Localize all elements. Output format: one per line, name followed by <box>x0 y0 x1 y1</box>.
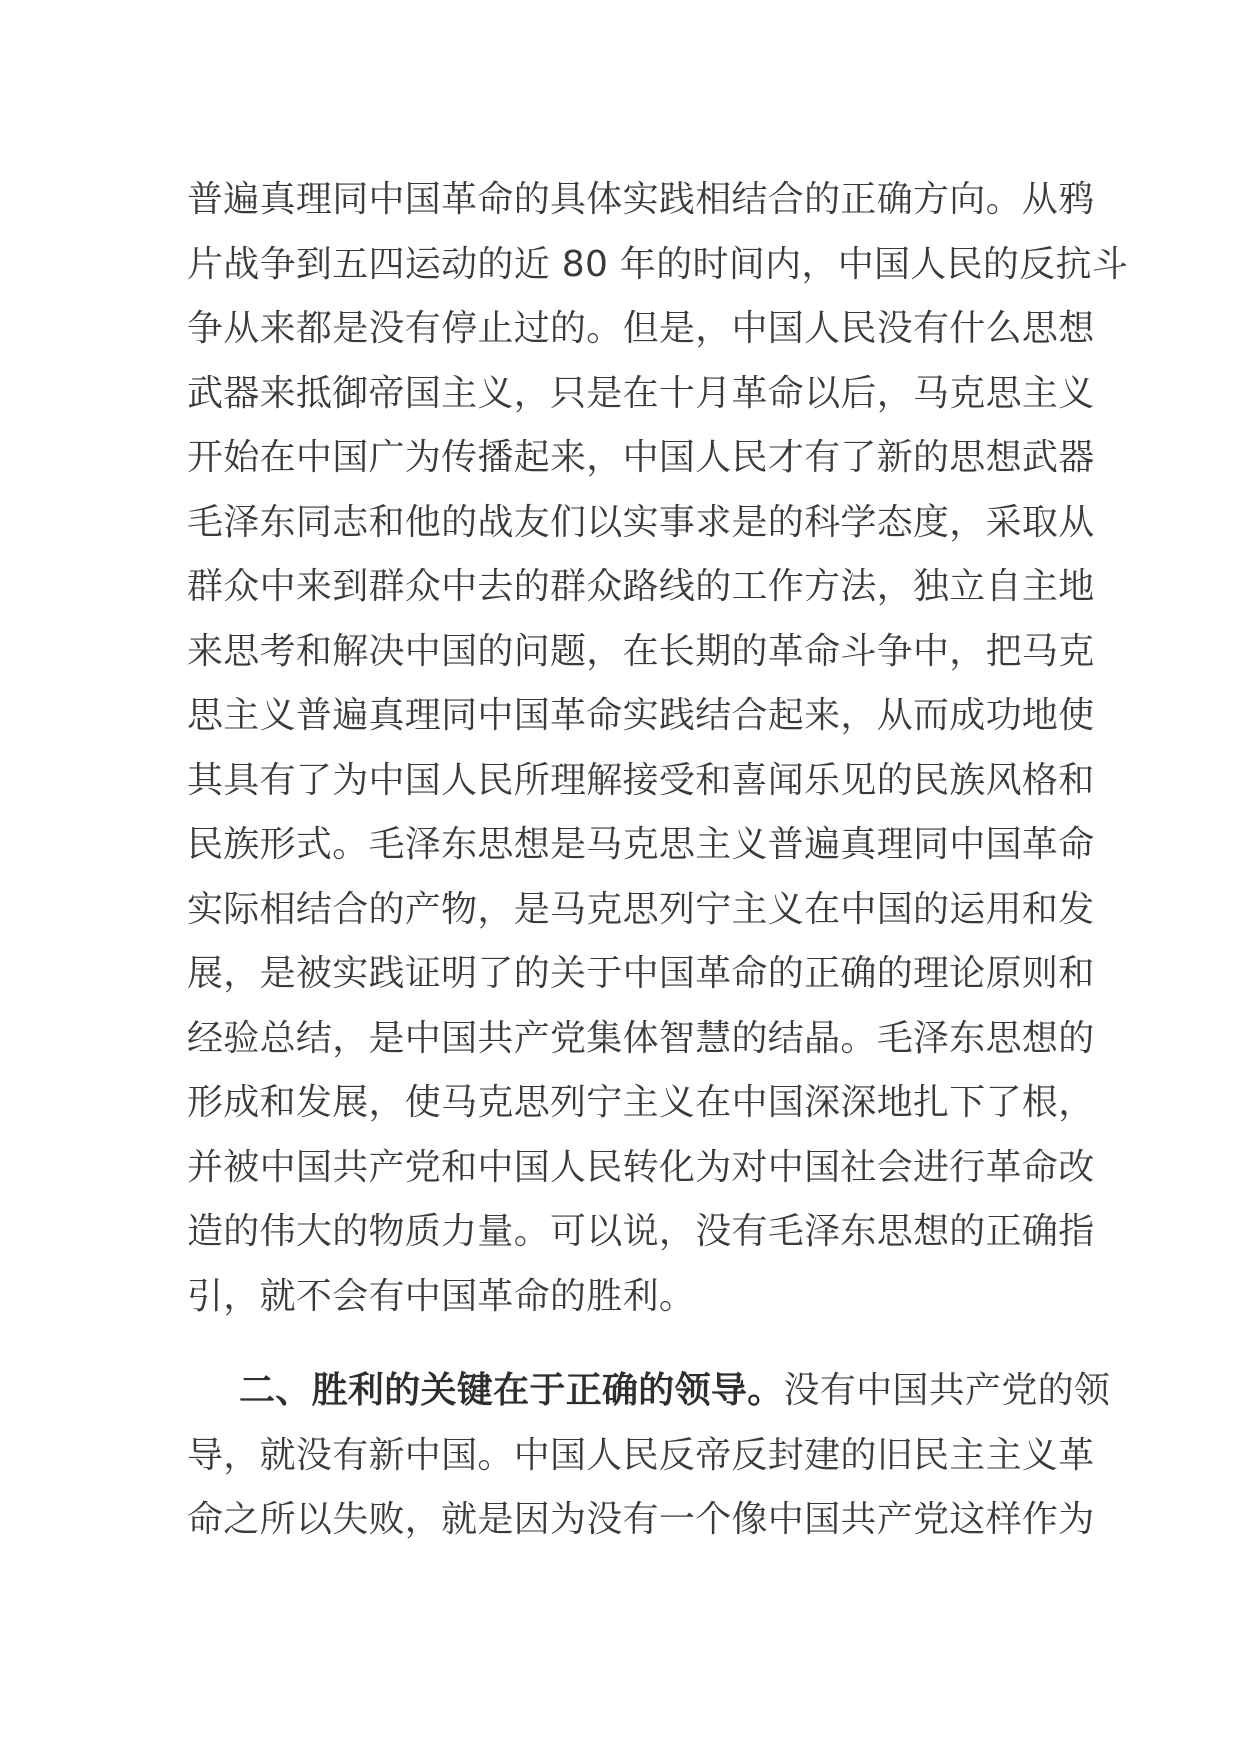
text-line: 争从来都是没有停止过的。但是，中国人民没有什么思想 <box>187 308 1095 349</box>
text-line: 开始在中国广为传播起来，中国人民才有了新的思想武器 <box>187 437 1095 478</box>
text-line: 其具有了为中国人民所理解接受和喜闻乐见的民族风格和 <box>187 759 1095 801</box>
text-line: 片战争到五四运动的近 80 年的时间内，中国人民的反抗斗 <box>187 243 1129 285</box>
text-line: 形成和发展，使马克思列宁主义在中国深深地扎下了根， <box>187 1082 1095 1123</box>
text-line: 武器来抵御帝国主义，只是在十月革命以后，马克思主义 <box>187 372 1095 414</box>
text-line <box>187 1359 1111 1424</box>
text-line: 普遍真理同中国革命的具体实践相结合的正确方向。从鸦 <box>187 179 1095 220</box>
text-line: 展，是被实践证明了的关于中国革命的正确的理论原则和 <box>187 953 1095 994</box>
text-line: 群众中来到群众中去的群众路线的工作方法，独立自主地 <box>187 566 1095 607</box>
text-line: 造的伟大的物质力量。可以说，没有毛泽东思想的正确指 <box>187 1211 1095 1252</box>
text-line: 实际相结合的产物，是马克思列宁主义在中国的运用和发 <box>187 888 1095 930</box>
text-line: 民族形式。毛泽东思想是马克思主义普遍真理同中国革命 <box>187 824 1095 865</box>
text-line: 毛泽东同志和他的战友们以实事求是的科学态度，采取从 <box>187 501 1095 543</box>
body-text <box>187 168 1129 1553</box>
text-line: 思主义普遍真理同中国革命实践结合起来，从而成功地使 <box>187 695 1095 736</box>
text-line: 来思考和解决中国的问题，在长期的革命斗争中，把马克 <box>187 630 1095 672</box>
text-line: 导，就没有新中国。中国人民反帝反封建的旧民主主义革 <box>187 1434 1095 1476</box>
heading-continuation: 没有中国共产党的领 <box>783 1370 1111 1411</box>
paragraph-1 <box>187 168 1129 1329</box>
paragraph-spacer <box>187 1329 1053 1359</box>
paragraph-2 <box>187 1359 1111 1553</box>
section-heading: 二、胜利的关键在于正确的领导。 <box>239 1370 784 1411</box>
text-line: 经验总结，是中国共产党集体智慧的结晶。毛泽东思想的 <box>187 1017 1095 1059</box>
text-line: 并被中国共产党和中国人民转化为对中国社会进行革命改 <box>187 1146 1095 1188</box>
text-line: 命之所以失败，就是因为没有一个像中国共产党这样作为 <box>187 1499 1095 1540</box>
text-line: 引，就不会有中国革命的胜利。 <box>187 1275 696 1317</box>
